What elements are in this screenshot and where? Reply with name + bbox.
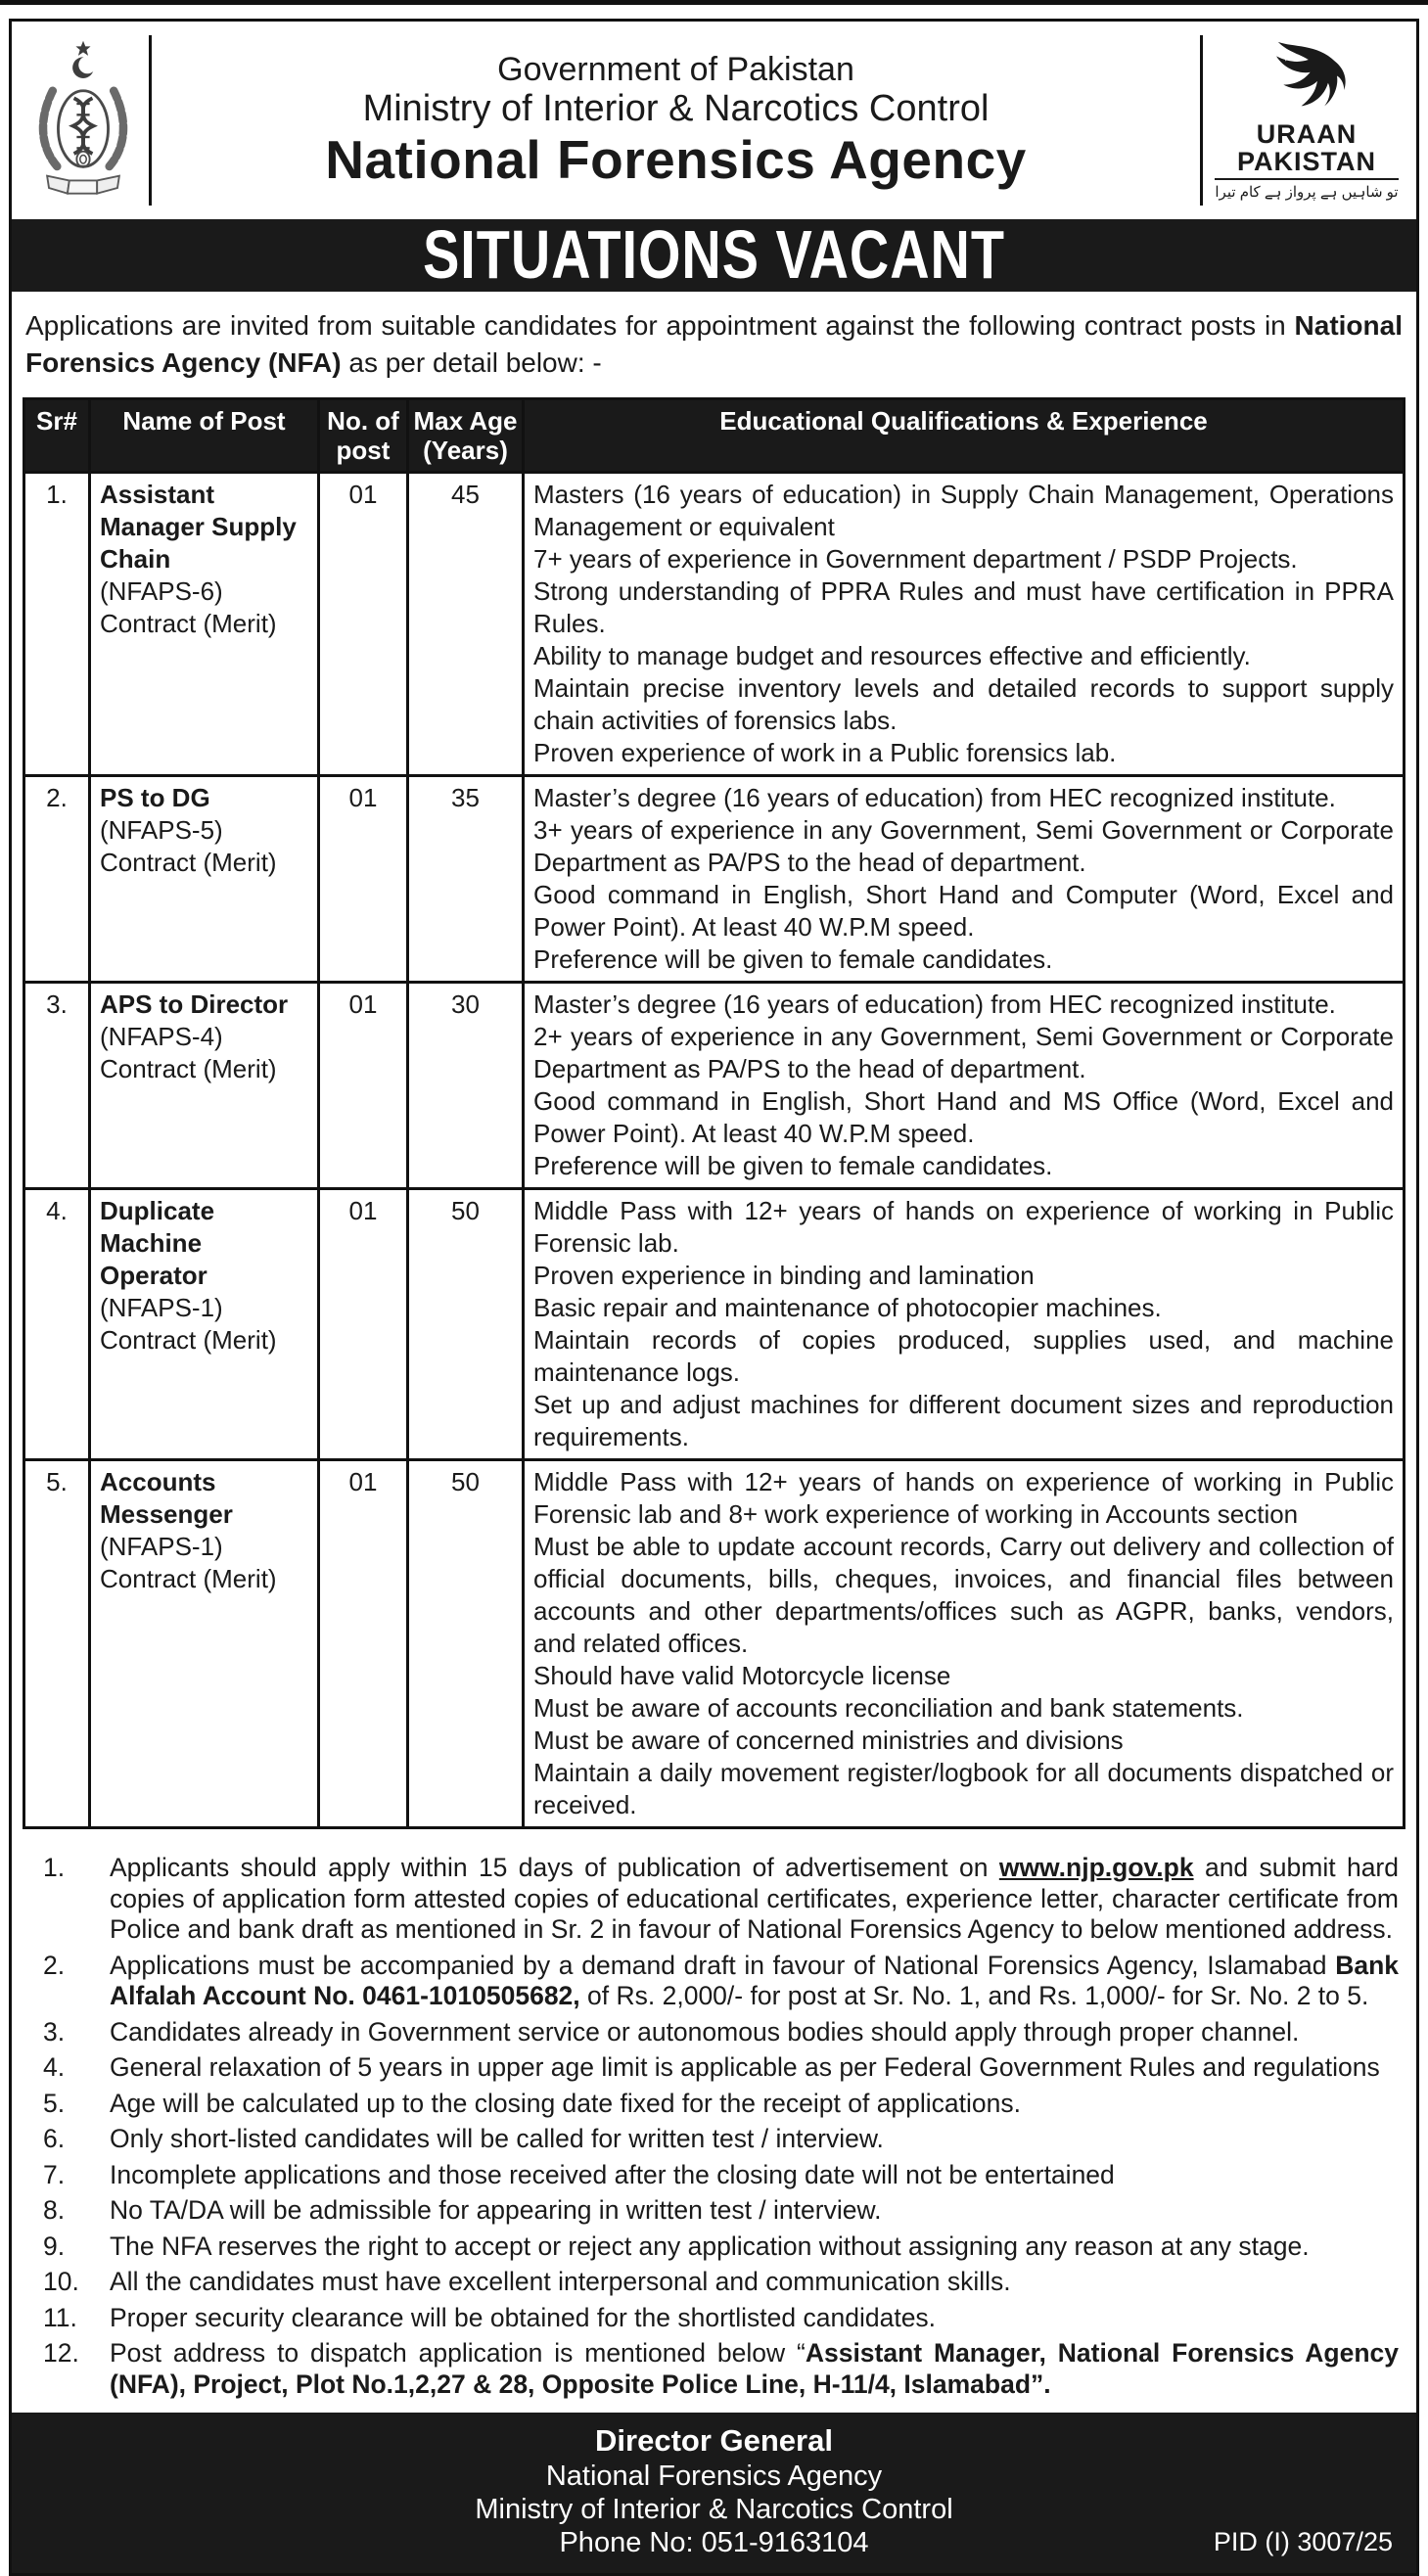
header-left-divider bbox=[149, 35, 152, 206]
note-segment: and submit hard copies of application form attested copies of educational certificates, experience letter, character certificate from Police and bank draft as mentioned in Sr. 2 in favour of National Forensics Agency to below mentioned address. bbox=[110, 1853, 1399, 1944]
post-title: Duplicate Machine Operator bbox=[100, 1196, 215, 1290]
note-segment: Assistant Manager, National Forensics Agency (NFA), Project, Plot No.1,2,27 & 28, Opposite Police Line, H-11/4, Islamabad”. bbox=[110, 2338, 1399, 2399]
note-segment: General relaxation of 5 years in upper age limit is applicable as per Federal Government Rules and regulations bbox=[110, 2052, 1380, 2082]
header bbox=[12, 22, 1416, 219]
note-item bbox=[20, 2052, 1399, 2084]
note-text bbox=[110, 2089, 1399, 2120]
header-right-divider bbox=[1200, 35, 1203, 206]
note-segment: All the candidates must have excellent interpersonal and communication skills. bbox=[110, 2267, 1011, 2296]
top-divider bbox=[0, 0, 1428, 5]
note-number: 6. bbox=[43, 2124, 66, 2153]
note-text bbox=[110, 2195, 1399, 2227]
qualification-line: Ability to manage budget and resources effective and efficiently. bbox=[533, 641, 1251, 670]
note-text bbox=[110, 1853, 1399, 1946]
qualifications-cell bbox=[524, 1189, 1405, 1460]
col-header-qualifications: Educational Qualifications & Experience bbox=[524, 399, 1405, 473]
no-of-post-cell: 01 bbox=[319, 473, 408, 776]
no-of-post-cell: 01 bbox=[319, 1189, 408, 1460]
post-title: Assistant Manager Supply Chain bbox=[100, 480, 297, 574]
qualifications-cell bbox=[524, 983, 1405, 1189]
table-row bbox=[24, 473, 1405, 776]
qualification-line: Proven experience in binding and lamination bbox=[533, 1261, 1035, 1290]
agency-title: National Forensics Agency bbox=[325, 128, 1027, 190]
max-age-cell: 45 bbox=[408, 473, 524, 776]
table-row bbox=[24, 1460, 1405, 1828]
max-age-cell: 30 bbox=[408, 983, 524, 1189]
note-item bbox=[20, 2231, 1399, 2263]
banner-title: SITUATIONS VACANT bbox=[423, 219, 1005, 292]
note-item bbox=[20, 2195, 1399, 2227]
note-segment: The NFA reserves the right to accept or reject any application without assigning any reason at any stage. bbox=[110, 2231, 1310, 2261]
note-item bbox=[20, 2303, 1399, 2334]
notes-list bbox=[12, 1841, 1416, 2413]
note-segment: Post address to dispatch application is mentioned below “ bbox=[110, 2338, 806, 2368]
qualification-line: 3+ years of experience in any Government, Semi Government or Corporate Department as PA/PS to the head of department. bbox=[533, 815, 1394, 877]
qualification-line: Middle Pass with 12+ years of hands on experience of working in Public Forensic lab. bbox=[533, 1196, 1394, 1258]
ministry-line: Ministry of Interior & Narcotics Control bbox=[362, 87, 990, 129]
footer-director-general: Director General bbox=[595, 2423, 833, 2458]
header-titles bbox=[160, 51, 1192, 190]
col-header-name-of-post: Name of Post bbox=[90, 399, 319, 473]
note-segment: Incomplete applications and those received after the closing date will not be entertained bbox=[110, 2159, 1115, 2189]
qualification-line: Strong understanding of PPRA Rules and must have certification in PPRA Rules. bbox=[533, 576, 1394, 638]
no-of-post-cell: 01 bbox=[319, 983, 408, 1189]
post-title: Accounts Messenger bbox=[100, 1467, 233, 1529]
qualification-line: Master’s degree (16 years of education) from HEC recognized institute. bbox=[533, 783, 1336, 812]
sr-cell: 2. bbox=[24, 776, 90, 983]
post-title: PS to DG bbox=[100, 783, 210, 812]
note-item bbox=[20, 2089, 1399, 2120]
pakistan-emblem-icon bbox=[25, 34, 141, 207]
post-cell bbox=[90, 983, 319, 1189]
footer-agency: National Forensics Agency bbox=[545, 2461, 883, 2492]
footer-ministry: Ministry of Interior & Narcotics Control bbox=[475, 2494, 953, 2525]
intro-text-post: as per detail below: - bbox=[341, 347, 602, 378]
note-number: 4. bbox=[43, 2052, 66, 2082]
qualification-line: Good command in English, Short Hand and MS Office (Word, Excel and Power Point). At least 40 W.P.M speed. bbox=[533, 1086, 1394, 1148]
note-segment: Applicants should apply within 15 days of publication of advertisement on bbox=[110, 1853, 999, 1882]
max-age-cell: 50 bbox=[408, 1189, 524, 1460]
note-text bbox=[110, 2017, 1399, 2048]
col-header-max-age: Max Age (Years) bbox=[408, 399, 524, 473]
qualification-line: Basic repair and maintenance of photocopier machines. bbox=[533, 1293, 1162, 1322]
post-scale: (NFAPS-1) bbox=[100, 1532, 223, 1561]
note-item bbox=[20, 1951, 1399, 2012]
note-number: 8. bbox=[43, 2195, 66, 2225]
qualification-line: Good command in English, Short Hand and Computer (Word, Excel and Power Point). At least 40 W.P.M speed. bbox=[533, 880, 1394, 942]
col-header-sr: Sr# bbox=[24, 399, 90, 473]
note-text bbox=[110, 1951, 1399, 2012]
note-item bbox=[20, 2267, 1399, 2298]
no-of-post-cell: 01 bbox=[319, 1460, 408, 1828]
intro-paragraph bbox=[12, 292, 1416, 390]
note-segment: Applications must be accompanied by a demand draft in favour of National Forensics Agency, Islamabad bbox=[110, 1950, 1336, 1980]
qualification-line: Preference will be given to female candidates. bbox=[533, 1151, 1053, 1180]
qualification-line: Masters (16 years of education) in Supply Chain Management, Operations Management or equivalent bbox=[533, 480, 1394, 541]
note-item bbox=[20, 2160, 1399, 2191]
post-cell bbox=[90, 473, 319, 776]
qualification-line: Maintain precise inventory levels and detailed records to support supply chain activities of forensics labs. bbox=[533, 673, 1394, 735]
sr-cell: 4. bbox=[24, 1189, 90, 1460]
uraan-urdu-tagline: تو شاہیں ہے پرواز ہے کام تیرا bbox=[1215, 178, 1398, 201]
footer bbox=[12, 2413, 1416, 2573]
no-of-post-cell: 01 bbox=[319, 776, 408, 983]
note-segment: Bank Alfalah Account No. 0461-1010505682, bbox=[110, 1950, 1399, 2010]
note-segment: of Rs. 2,000/- for post at Sr. No. 1, and Rs. 1,000/- for Sr. No. 2 to 5. bbox=[579, 1981, 1369, 2010]
qualification-line: Must be aware of concerned ministries and divisions bbox=[533, 1725, 1124, 1755]
note-segment: Candidates already in Government service or autonomous bodies should apply through proper channel. bbox=[110, 2016, 1300, 2047]
post-cell bbox=[90, 1189, 319, 1460]
pid-number: PID (I) 3007/25 bbox=[1213, 2527, 1393, 2556]
pakistan-word: PAKISTAN bbox=[1237, 147, 1376, 176]
post-title: APS to Director bbox=[100, 989, 289, 1019]
note-number: 7. bbox=[43, 2159, 66, 2189]
post-scale: (NFAPS-6) bbox=[100, 576, 223, 606]
table-row bbox=[24, 1189, 1405, 1460]
post-contract: Contract (Merit) bbox=[100, 609, 277, 638]
qualification-line: Preference will be given to female candidates. bbox=[533, 944, 1053, 974]
qualification-line: Should have valid Motorcycle license bbox=[533, 1661, 951, 1690]
max-age-cell: 35 bbox=[408, 776, 524, 983]
note-text bbox=[110, 2267, 1399, 2298]
qualification-line: Proven experience of work in a Public forensics lab. bbox=[533, 738, 1117, 767]
post-contract: Contract (Merit) bbox=[100, 1564, 277, 1593]
post-contract: Contract (Merit) bbox=[100, 848, 277, 877]
note-item bbox=[20, 2124, 1399, 2155]
post-table-body bbox=[24, 473, 1405, 1828]
advertisement-frame bbox=[9, 19, 1419, 2576]
qualification-line: 7+ years of experience in Government department / PSDP Projects. bbox=[533, 544, 1298, 574]
footer-phone: Phone No: 051-9163104 bbox=[559, 2527, 869, 2558]
intro-text-pre: Applications are invited from suitable candidates for appointment against the following contract posts in bbox=[25, 310, 1295, 341]
qualification-line: Must be able to update account records, Carry out delivery and collection of official documents, bills, cheques, invoices, and financial files between accounts and other departments/offices such as AGPR, banks, vendors, and related offices. bbox=[533, 1532, 1394, 1658]
uraan-bird-icon bbox=[1260, 40, 1354, 120]
sr-cell: 1. bbox=[24, 473, 90, 776]
note-number: 10. bbox=[43, 2267, 79, 2296]
note-segment: Age will be calculated up to the closing date fixed for the receipt of applications. bbox=[110, 2088, 1022, 2118]
sr-cell: 5. bbox=[24, 1460, 90, 1828]
sr-cell: 3. bbox=[24, 983, 90, 1189]
qualification-line: Master’s degree (16 years of education) from HEC recognized institute. bbox=[533, 989, 1336, 1019]
note-item bbox=[20, 2338, 1399, 2400]
post-scale: (NFAPS-1) bbox=[100, 1293, 223, 1322]
qualification-line: Maintain a daily movement register/logbook for all documents dispatched or received. bbox=[533, 1758, 1394, 1819]
note-number: 11. bbox=[43, 2302, 77, 2332]
qualification-line: Set up and adjust machines for different document sizes and reproduction requirements. bbox=[533, 1390, 1394, 1451]
note-number: 2. bbox=[43, 1950, 66, 1980]
post-cell bbox=[90, 1460, 319, 1828]
post-scale: (NFAPS-4) bbox=[100, 1022, 223, 1051]
uraan-pakistan-logo bbox=[1211, 40, 1403, 202]
qualifications-cell bbox=[524, 1460, 1405, 1828]
note-item bbox=[20, 1853, 1399, 1946]
note-item bbox=[20, 2017, 1399, 2048]
table-row bbox=[24, 983, 1405, 1189]
qualifications-cell bbox=[524, 776, 1405, 983]
note-number: 5. bbox=[43, 2088, 66, 2118]
uraan-word: URAAN bbox=[1256, 118, 1358, 149]
qualification-line: Middle Pass with 12+ years of hands on experience of working in Public Forensic lab and 8+ work experience of working in Accounts section bbox=[533, 1467, 1394, 1529]
col-header-no-of-post: No. of post bbox=[319, 399, 408, 473]
note-number: 12. bbox=[43, 2338, 79, 2368]
post-contract: Contract (Merit) bbox=[100, 1054, 277, 1083]
note-number: 9. bbox=[43, 2231, 66, 2261]
note-number: 1. bbox=[43, 1853, 66, 1882]
intro-text-bold: National Forensics Agency (NFA) bbox=[25, 310, 1403, 378]
note-segment: Only short-listed candidates will be called for written test / interview. bbox=[110, 2124, 884, 2153]
posts-table bbox=[23, 397, 1405, 1829]
note-text bbox=[110, 2160, 1399, 2191]
max-age-cell: 50 bbox=[408, 1460, 524, 1828]
note-segment: No TA/DA will be admissible for appearing in written test / interview. bbox=[110, 2195, 882, 2225]
post-contract: Contract (Merit) bbox=[100, 1325, 277, 1355]
post-scale: (NFAPS-5) bbox=[100, 815, 223, 845]
note-text bbox=[110, 2303, 1399, 2334]
table-row bbox=[24, 776, 1405, 983]
note-segment: www.njp.gov.pk bbox=[998, 1853, 1194, 1882]
note-number: 3. bbox=[43, 2016, 66, 2047]
government-line: Government of Pakistan bbox=[497, 50, 854, 88]
note-text bbox=[110, 2052, 1399, 2084]
note-segment: Proper security clearance will be obtained for the shortlisted candidates. bbox=[110, 2302, 937, 2332]
note-text bbox=[110, 2124, 1399, 2155]
qualification-line: Maintain records of copies produced, supplies used, and machine maintenance logs. bbox=[533, 1325, 1394, 1387]
qualification-line: Must be aware of accounts reconciliation and bank statements. bbox=[533, 1693, 1244, 1723]
post-cell bbox=[90, 776, 319, 983]
qualification-line: 2+ years of experience in any Government, Semi Government or Corporate Department as PA/PS to the head of department. bbox=[533, 1022, 1394, 1083]
situations-vacant-banner bbox=[12, 219, 1416, 292]
note-text bbox=[110, 2231, 1399, 2263]
qualifications-cell bbox=[524, 473, 1405, 776]
note-text bbox=[110, 2338, 1399, 2400]
table-header-row bbox=[24, 399, 1405, 473]
